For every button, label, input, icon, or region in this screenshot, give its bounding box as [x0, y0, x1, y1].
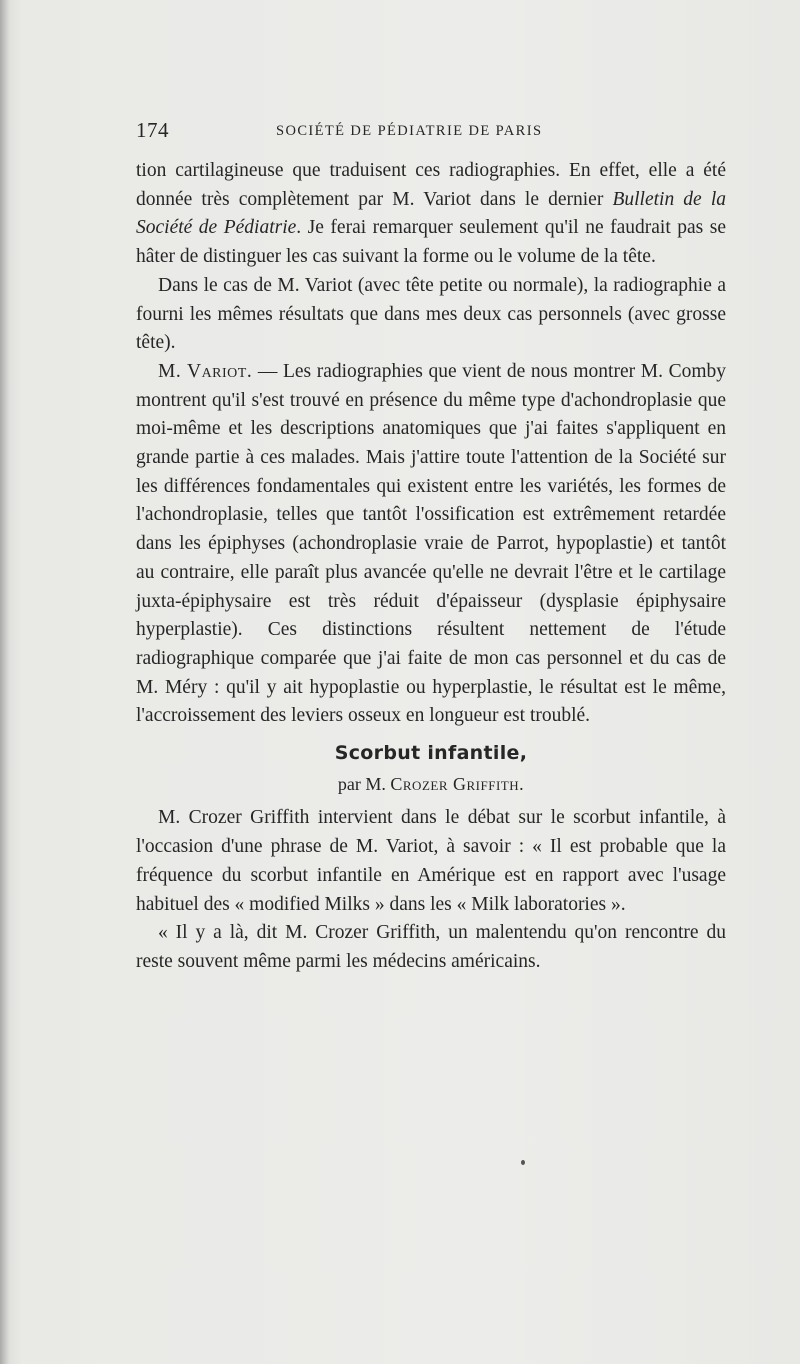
byline-prefix: par M.: [337, 773, 391, 794]
running-head: SOCIÉTÉ DE PÉDIATRIE DE PARIS: [276, 123, 543, 139]
byline-author: Crozer Griffith.: [390, 773, 525, 794]
page-header: [136, 118, 726, 148]
paragraph-1-text-b: . Je ferai remarquer seulement qu'il ne faudrait pas se hâter de distinguer les cas suivant la forme ou le volume de la tête.: [136, 217, 726, 268]
byline: [136, 770, 726, 799]
bulletin-title: Bulletin de la Société de Pédiatrie: [136, 188, 727, 239]
page-number: 174: [136, 118, 169, 142]
paragraph-1: [136, 157, 726, 272]
body-text: [136, 157, 726, 977]
paragraph-2: Dans le cas de M. Variot (avec tête petite ou normale), la radiographie a fourni les mêmes résultats que dans mes deux cas personnels (avec grosse tête).: [136, 274, 726, 354]
section-title: Scorbut infantile,: [334, 742, 528, 765]
speaker-name: M. Variot.: [158, 360, 253, 382]
paragraph-4: M. Crozer Griffith intervient dans le débat sur le scorbut infantile, à l'occasion d'une phrase de M. Variot, à savoir : « Il est probable que la fréquence du scorbut infantile en Amérique est en rapport avec l'usage habituel des « modified Milks » dans les « Milk laboratories ».: [136, 807, 726, 915]
page-edge-shadow: [0, 0, 10, 1364]
ink-speck: [521, 1160, 525, 1165]
paragraph-3: [136, 358, 726, 731]
paragraph-1-text-a: tion cartilagineuse que traduisent ces radiographies. En effet, elle a été donnée très complètement par M. Variot dans le dernier: [136, 160, 726, 210]
paragraph-3-text: — Les radiographies que vient de nous montrer M. Comby montrent qu'il s'est trouvé en présence du même type d'achondroplasie que moi-même et les descriptions anatomiques que j'ai faites s'appliquent en grande partie à ces malades. Mais j'attire toute l'attention de la Société sur les différences fondamentales qui existent entre les variétés, les formes de l'achondroplasie, telles que tantôt l'ossification est extrêmement retardée dans les épiphyses (achondroplasie vraie de Parrot, hypoplastie) et tantôt au contraire, elle paraît plus avancée qu'elle ne devrait l'être et le cartilage juxta-épiphysaire est très réduit d'épaisseur (dysplasie épiphysaire hyperplastie). Ces distinctions résultent nettement de l'étude radiographique comparée que j'ai faite de mon cas personnel et du cas de M. Méry : qu'il y ait hypoplastie ou hyperplastie, le résultat est le même, l'accroissement des leviers osseux en longueur est troublé.: [136, 360, 726, 727]
paragraph-5: « Il y a là, dit M. Crozer Griffith, un malentendu qu'on rencontre du reste souvent même parmi les médecins américains.: [136, 922, 726, 972]
